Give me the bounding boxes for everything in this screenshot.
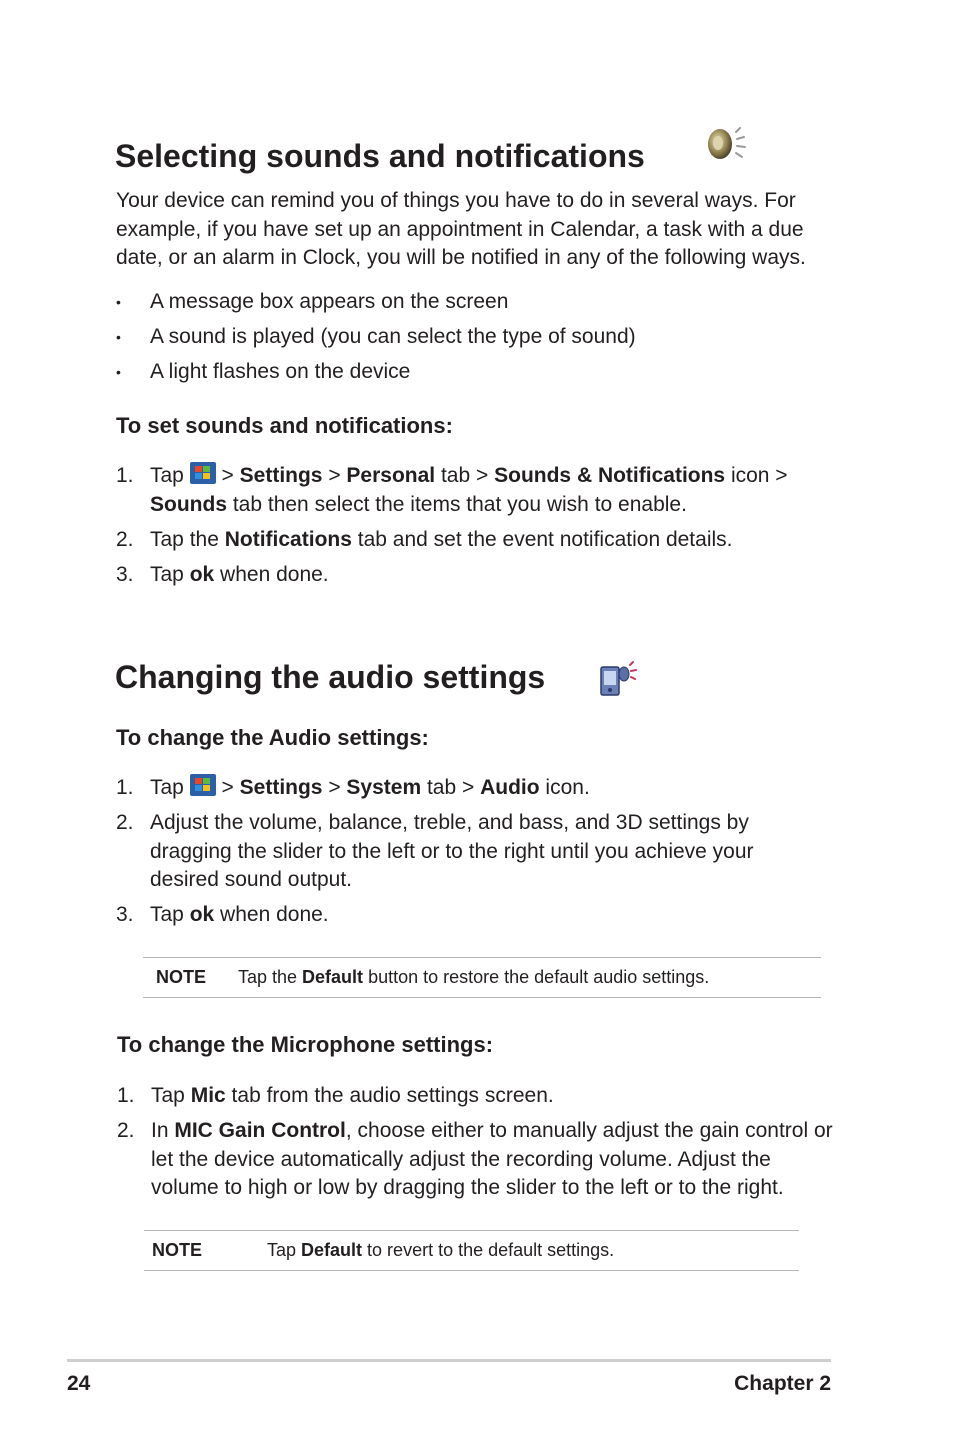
step-text: Tap: [150, 464, 190, 487]
note-text-part: button to restore the default audio settings.: [363, 967, 710, 987]
step-number: 1.: [117, 1084, 135, 1107]
subheading-set-sounds: To set sounds and notifications:: [116, 413, 453, 438]
step-text: tab >: [435, 464, 495, 487]
step-text: >: [322, 776, 347, 799]
set-sounds-steps: [116, 462, 836, 596]
audio-settings-steps: [116, 774, 816, 936]
step-text: icon.: [539, 776, 590, 799]
windows-start-icon: [190, 774, 216, 796]
step-text: tab and set the event notification details.: [351, 527, 733, 551]
step-text: when done.: [214, 903, 329, 927]
note-text-part: to revert to the default settings.: [362, 1240, 615, 1260]
step-item: [117, 1117, 833, 1203]
step-item: [117, 1082, 833, 1111]
step-item: [116, 901, 816, 930]
step-text: >: [322, 464, 347, 487]
settings-term: Settings: [239, 776, 323, 799]
step-item: [116, 809, 816, 895]
windows-start-icon: [190, 462, 216, 484]
step-text: Tap: [150, 562, 190, 586]
step-text: tab >: [421, 776, 481, 799]
step-number: 2.: [116, 527, 134, 551]
list-item-text: A sound is played (you can select the type of sound): [150, 325, 636, 349]
sounds-notifications-term: Sounds & Notifications: [494, 464, 726, 487]
note-text: [267, 1240, 614, 1260]
system-term: System: [346, 776, 422, 799]
list-item-text: A message box appears on the screen: [150, 290, 509, 313]
step-text: In: [151, 1119, 175, 1143]
section-title-audio: Changing the audio settings: [115, 659, 546, 695]
note-box-microphone: [144, 1230, 799, 1271]
default-term: Default: [302, 967, 364, 987]
note-text-part: Tap the: [238, 967, 303, 987]
step-number: 2.: [117, 1119, 135, 1143]
step-text: >: [215, 776, 240, 799]
settings-term: Settings: [239, 464, 323, 487]
list-item-text: A light flashes on the device: [150, 360, 411, 384]
subheading-audio-settings: To change the Audio settings:: [116, 725, 429, 750]
step-text: Tap: [151, 1084, 191, 1107]
bullet: •: [116, 364, 121, 381]
step-item: [116, 774, 816, 803]
step-number: 3.: [116, 903, 134, 927]
mic-gain-control-term: MIC Gain Control: [174, 1119, 346, 1143]
step-text: >: [215, 464, 240, 487]
page-number: 24: [67, 1372, 91, 1395]
mic-term: Mic: [190, 1084, 226, 1107]
step-text: Tap: [150, 776, 190, 799]
list-item: [116, 358, 836, 387]
step-number: 2.: [116, 811, 134, 835]
step-text: Tap: [150, 903, 190, 927]
step-text: , choose either to manually adjust the gain control or let the device automatically adjust the recording volume. Adjust the volume to high or low by dragging the slider to the left or to the right.: [151, 1119, 833, 1200]
subheading-microphone-settings: To change the Microphone settings:: [117, 1032, 494, 1057]
personal-term: Personal: [346, 464, 436, 487]
step-text: when done.: [214, 562, 329, 586]
intro-paragraph: Your device can remind you of things you have to do in several ways. For example, if you have set up an appointment in Calendar, a task with a due date, or an alarm in Clock, you will be notified in any of the following ways.: [116, 189, 806, 270]
step-item: [116, 526, 836, 555]
bullet: •: [116, 294, 121, 310]
step-text: tab then select the items that you wish to enable.: [227, 492, 687, 516]
note-box-audio: [143, 957, 821, 998]
footer-divider: [67, 1359, 831, 1362]
notification-ways-list: [116, 288, 836, 393]
note-label: NOTE: [152, 1240, 203, 1260]
note-text: [238, 967, 709, 987]
note-label: NOTE: [156, 967, 207, 987]
step-text: Tap the: [150, 527, 225, 551]
speaker-sound-icon: [704, 124, 750, 166]
microphone-settings-steps: [117, 1082, 833, 1209]
list-item: [116, 288, 836, 317]
sounds-term: Sounds: [150, 492, 227, 516]
ok-term: ok: [189, 562, 215, 586]
default-term: Default: [301, 1240, 363, 1260]
step-text: tab from the audio settings screen.: [225, 1084, 554, 1107]
section-title-sounds: Selecting sounds and notifications: [115, 138, 645, 174]
step-number: 1.: [116, 776, 134, 799]
audio-device-icon: [598, 660, 638, 698]
step-text: Adjust the volume, balance, treble, and bass, and 3D settings by dragging the slider to the left or to the right until you achieve your desired sound output.: [150, 811, 754, 892]
notifications-term: Notifications: [224, 527, 352, 551]
step-item: [116, 462, 836, 519]
note-text-part: Tap: [267, 1240, 302, 1260]
step-number: 1.: [116, 464, 134, 487]
step-number: 3.: [116, 562, 134, 586]
audio-term: Audio: [480, 776, 540, 799]
step-text: icon >: [725, 464, 788, 487]
bullet: •: [116, 329, 121, 346]
ok-term: ok: [189, 903, 215, 927]
list-item: [116, 323, 836, 352]
chapter-label: Chapter 2: [734, 1372, 831, 1395]
step-item: [116, 561, 836, 590]
